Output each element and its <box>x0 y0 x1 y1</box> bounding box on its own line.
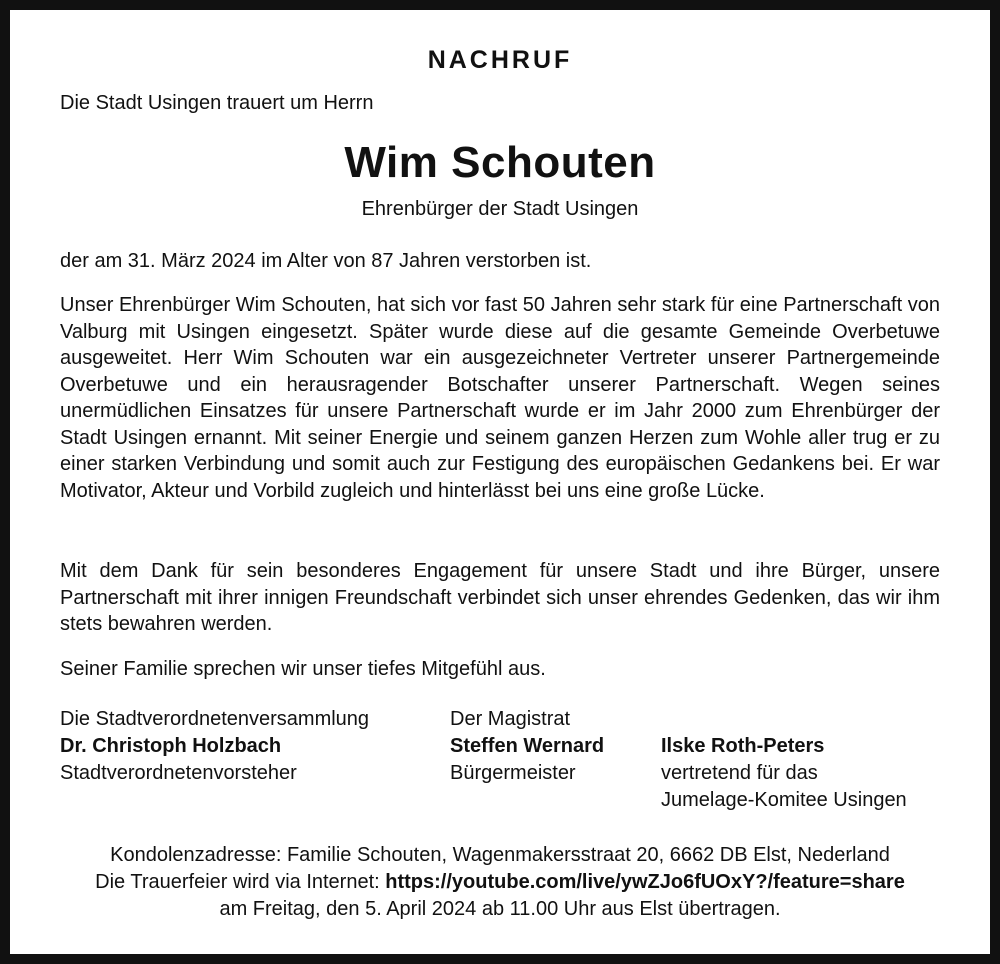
signature-name: Dr. Christoph Holzbach <box>60 735 282 757</box>
gratitude-paragraph: Mit dem Dank für sein besonderes Engagement für unsere Stadt und ihre Bürger, unsere Partnerschaft mit ihrer innigen Freundschaft verbindet sich unser ehrendes Gedenken, das wir ihm stets bewahren werden. <box>60 560 940 635</box>
signature-name: Ilske Roth-Peters <box>661 735 825 757</box>
signature-role: Bürgermeister <box>450 762 576 784</box>
deceased-name: Wim Schouten <box>344 138 656 187</box>
signature-body: Die Stadtverordnetenversammlung <box>60 708 370 730</box>
signature-role-line2: Jumelage-Komitee Usingen <box>661 789 907 811</box>
signature-role-line1: vertretend für das <box>661 762 818 784</box>
signature-magistrat <box>450 706 604 787</box>
stream-line <box>10 869 990 896</box>
tribute-paragraph: Unser Ehrenbürger Wim Schouten, hat sich vor fast 50 Jahren sehr stark für eine Partnerschaft von Valburg mit Usingen eingesetzt. Später wurde diese auf die gesamte Gemeinde Overbetuwe ausgeweitet. Herr Wim Schouten war ein ausgezeichneter Vertreter unserer Partnergemeinde Overbetuwe und ein herausragender Botschafter unserer Partnerschaft. Wegen seines unermüdlichen Einsatzes für unsere Partnerschaft wurde er im Jahr 2000 zum Ehrenbürger der Stadt Usingen ernannt. Mit seiner Energie und seinem ganzen Herzen zum Wohle aller trug er zu einer starken Verbindung und somit auch zur Festigung des europäischen Gedankens bei. Er war Motivator, Akteur und Vorbild zugleich und hinterlässt bei uns eine große Lücke. <box>60 294 940 502</box>
signature-assembly <box>60 706 369 787</box>
condolence-address: Kondolenzadresse: Familie Schouten, Wagenmakersstraat 20, 6662 DB Elst, Nederland <box>110 844 890 866</box>
stream-link[interactable]: https://youtube.com/live/ywZJo6fUOxY?/feature=share <box>385 871 905 893</box>
deceased-title: Ehrenbürger der Stadt Usingen <box>361 198 639 220</box>
death-line: der am 31. März 2024 im Alter von 87 Jahren verstorben ist. <box>60 250 592 272</box>
notice-header: NACHRUF <box>427 46 573 74</box>
signature-committee <box>661 733 907 814</box>
condolence-sentence: Seiner Familie sprechen wir unser tiefes Mitgefühl aus. <box>60 658 546 680</box>
signature-name: Steffen Wernard <box>450 735 605 757</box>
stream-prefix: Die Trauerfeier wird via Internet: <box>95 871 386 893</box>
broadcast-line: am Freitag, den 5. April 2024 ab 11.00 Uhr aus Elst übertragen. <box>219 898 781 920</box>
notice-footer <box>10 842 990 923</box>
obituary-notice <box>10 10 990 954</box>
signature-body: Der Magistrat <box>450 708 571 730</box>
signature-role: Stadtverordnetenvorsteher <box>60 762 297 784</box>
intro-line: Die Stadt Usingen trauert um Herrn <box>60 92 374 114</box>
